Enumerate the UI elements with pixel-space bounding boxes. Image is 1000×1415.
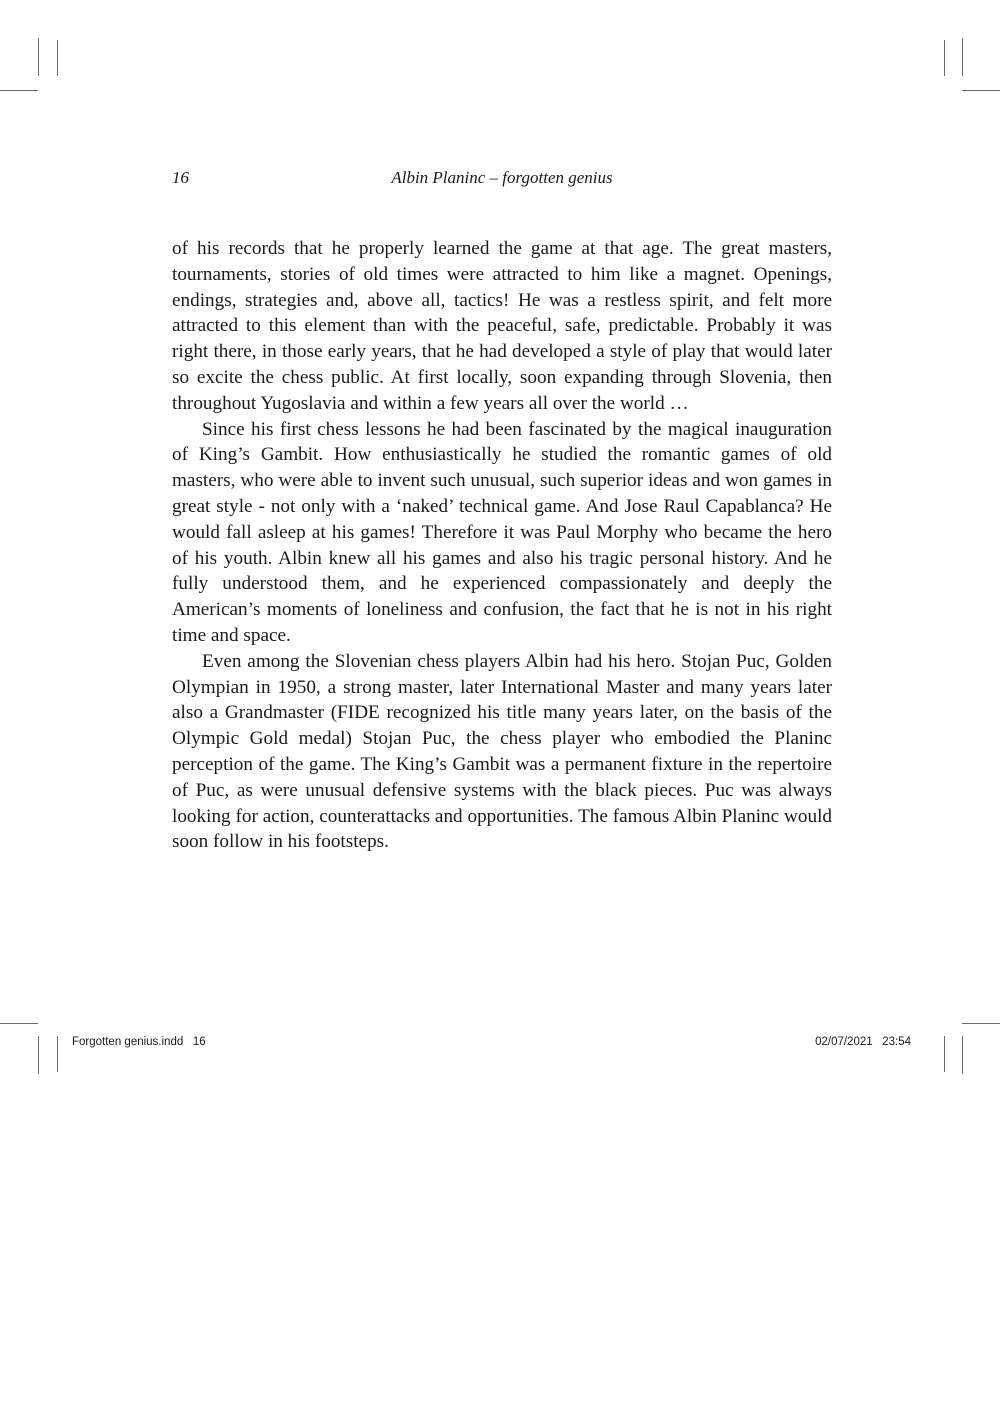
running-head-title: Albin Planinc – forgotten genius xyxy=(391,168,613,187)
crop-mark-bottom-right-horizontal xyxy=(962,1023,1000,1024)
paragraph-1: of his records that he properly learned the game at that age. The great masters, tournaments, stories of old times were attracted to him like a magnet. Openings, endings, strategies and, above all, tactics! He was a restless spirit, and felt more attracted to this element than with the peaceful, safe, predictable. Probably it was right there, in those early years, that he had developed a style of play that would later so excite the chess public. At first locally, soon expanding through Slovenia, then throughout Yugoslavia and within a few years all over the world … xyxy=(172,238,832,414)
slug-date-time: 02/07/2021 23:54 xyxy=(815,1036,911,1048)
paragraph-3: Even among the Slovenian chess players Albin had his hero. Stojan Puc, Golden Olympian in 1950, a strong master, later International Master and many years later also a Grandmaster (FIDE recognized his title many years later, on the basis of the Olympic Gold medal) Stojan Puc, the chess player who embodied the Planinc perception of the game. The King’s Gambit was a permanent fixture in the repertoire of Puc, as were unusual defensive systems with the black pieces. Puc was always looking for action, counterattacks and opportunities. The famous Albin Planinc would soon follow in his footsteps. xyxy=(172,650,832,853)
crop-mark-top-left-vertical-inner xyxy=(57,40,58,76)
running-head xyxy=(172,168,832,192)
slug-file-info: Forgotten genius.indd 16 xyxy=(72,1036,206,1048)
paragraph-2: Since his first chess lessons he had been fascinated by the magical inauguration of King’s Gambit. How enthusiastically he studied the romantic games of old masters, who were able to invent such unusual, such superior ideas and won games in great style - not only with a ‘naked’ technical game. And Jose Raul Capablanca? He would fall asleep at his games! Therefore it was Paul Morphy who became the hero of his youth. Albin knew all his games and also his tragic personal history. And he fully understood them, and he experienced compassionately and deeply the American’s moments of loneliness and confusion, the fact that he is not in his right time and space. xyxy=(172,418,832,646)
page-number: 16 xyxy=(172,168,189,187)
crop-mark-bottom-left-horizontal xyxy=(0,1023,38,1024)
crop-mark-top-left-horizontal xyxy=(0,90,38,91)
crop-mark-top-left-vertical-outer xyxy=(38,38,39,76)
printer-slug xyxy=(0,1036,1000,1052)
body-text xyxy=(172,236,832,855)
crop-mark-top-right-vertical-outer xyxy=(962,38,963,76)
crop-mark-top-right-horizontal xyxy=(962,90,1000,91)
crop-mark-top-right-vertical-inner xyxy=(944,40,945,76)
